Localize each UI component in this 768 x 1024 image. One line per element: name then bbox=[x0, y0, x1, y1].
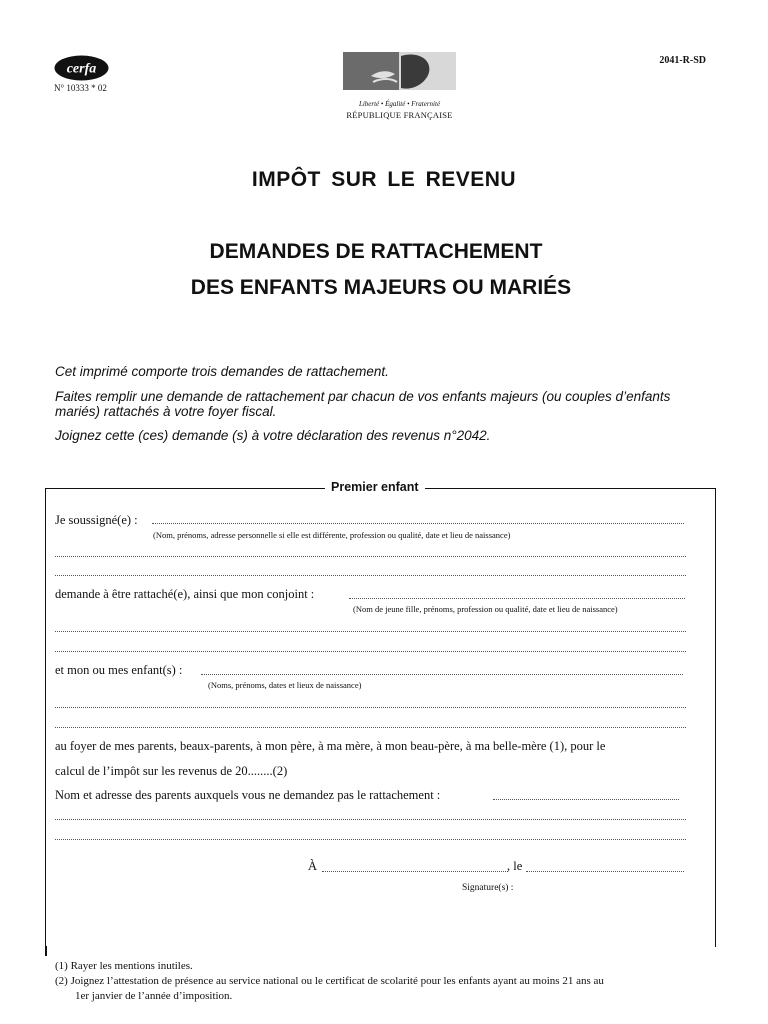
republique-francaise: RÉPUBLIQUE FRANÇAISE bbox=[346, 110, 453, 120]
place-field[interactable] bbox=[322, 871, 508, 872]
subtitle-line1: DEMANDES DE RATTACHEMENT bbox=[209, 240, 543, 263]
parents-field-line2[interactable] bbox=[55, 819, 686, 820]
calcul-text: calcul de l’impôt sur les revenus de 20........(2) bbox=[55, 764, 288, 778]
cerfa-number: N° 10333 * 02 bbox=[54, 83, 107, 93]
enfants-hint: (Noms, prénoms, dates et lieux de naissance) bbox=[208, 680, 362, 690]
soussigne-label: Je soussigné(e) : bbox=[55, 513, 138, 527]
marianne-logo bbox=[343, 52, 456, 120]
cerfa-logo bbox=[54, 55, 109, 81]
conjoint-field[interactable] bbox=[349, 598, 685, 599]
section-legend: Premier enfant bbox=[325, 480, 425, 494]
subtitle-line2: DES ENFANTS MAJEURS OU MARIÉS bbox=[190, 276, 572, 299]
intro-paragraph-2: Faites remplir une demande de rattachement par chacun de vos enfants majeurs (ou couples d’enfants mariés) rattachés à votre foyer fiscal. bbox=[55, 389, 671, 419]
main-title: IMPÔT SUR LE REVENU bbox=[251, 168, 517, 191]
intro-paragraph-1: Cet imprimé comporte trois demandes de rattachement. bbox=[55, 364, 389, 379]
signature-area[interactable] bbox=[460, 898, 680, 942]
parents-field-line3[interactable] bbox=[55, 839, 686, 840]
parents-label: Nom et adresse des parents auxquels vous ne demandez pas le rattachement : bbox=[55, 788, 441, 802]
footnote-1: (1) Rayer les mentions inutiles. bbox=[55, 960, 193, 972]
enfants-field-line3[interactable] bbox=[55, 727, 686, 728]
soussigne-field[interactable] bbox=[152, 523, 684, 524]
enfants-field[interactable] bbox=[201, 674, 683, 675]
cerfa-logo-text: cerfa bbox=[66, 61, 97, 77]
soussigne-hint: (Nom, prénoms, adresse personnelle si elle est différente, profession ou qualité, date et lieu de naissance) bbox=[153, 530, 511, 540]
enfants-label: et mon ou mes enfant(s) : bbox=[55, 663, 183, 677]
conjoint-label: demande à être rattaché(e), ainsi que mon conjoint : bbox=[55, 587, 315, 601]
footnote-2: (2) Joignez l’attestation de présence au service national ou le certificat de scolarité pour les enfants ayant au moins 21 ans au bbox=[55, 975, 604, 987]
conjoint-field-line3[interactable] bbox=[55, 651, 686, 652]
date-label: , le bbox=[507, 859, 523, 873]
place-label: À bbox=[308, 859, 318, 873]
intro-paragraph-3: Joignez cette (ces) demande (s) à votre déclaration des revenus n°2042. bbox=[55, 428, 491, 443]
conjoint-field-line2[interactable] bbox=[55, 631, 686, 632]
enfants-field-line2[interactable] bbox=[55, 707, 686, 708]
date-field[interactable] bbox=[526, 871, 684, 872]
marianne-motto: Liberté • Égalité • Fraternité bbox=[358, 100, 441, 108]
foyer-text: au foyer de mes parents, beaux-parents, à mon père, à ma mère, à mon beau-père, à ma belle-mère (1), pour le bbox=[55, 739, 606, 753]
footnote-2-continued: 1er janvier de l’année d’imposition. bbox=[75, 990, 233, 1002]
signature-label: Signature(s) : bbox=[462, 883, 514, 893]
parents-field[interactable] bbox=[493, 799, 679, 800]
conjoint-hint: (Nom de jeune fille, prénoms, profession ou qualité, date et lieu de naissance) bbox=[353, 604, 618, 614]
soussigne-field-line2[interactable] bbox=[55, 556, 686, 557]
soussigne-field-line3[interactable] bbox=[55, 575, 686, 576]
frame-corner bbox=[45, 946, 47, 956]
form-code: 2041-R-SD bbox=[659, 55, 706, 66]
marianne-icon bbox=[343, 52, 456, 92]
